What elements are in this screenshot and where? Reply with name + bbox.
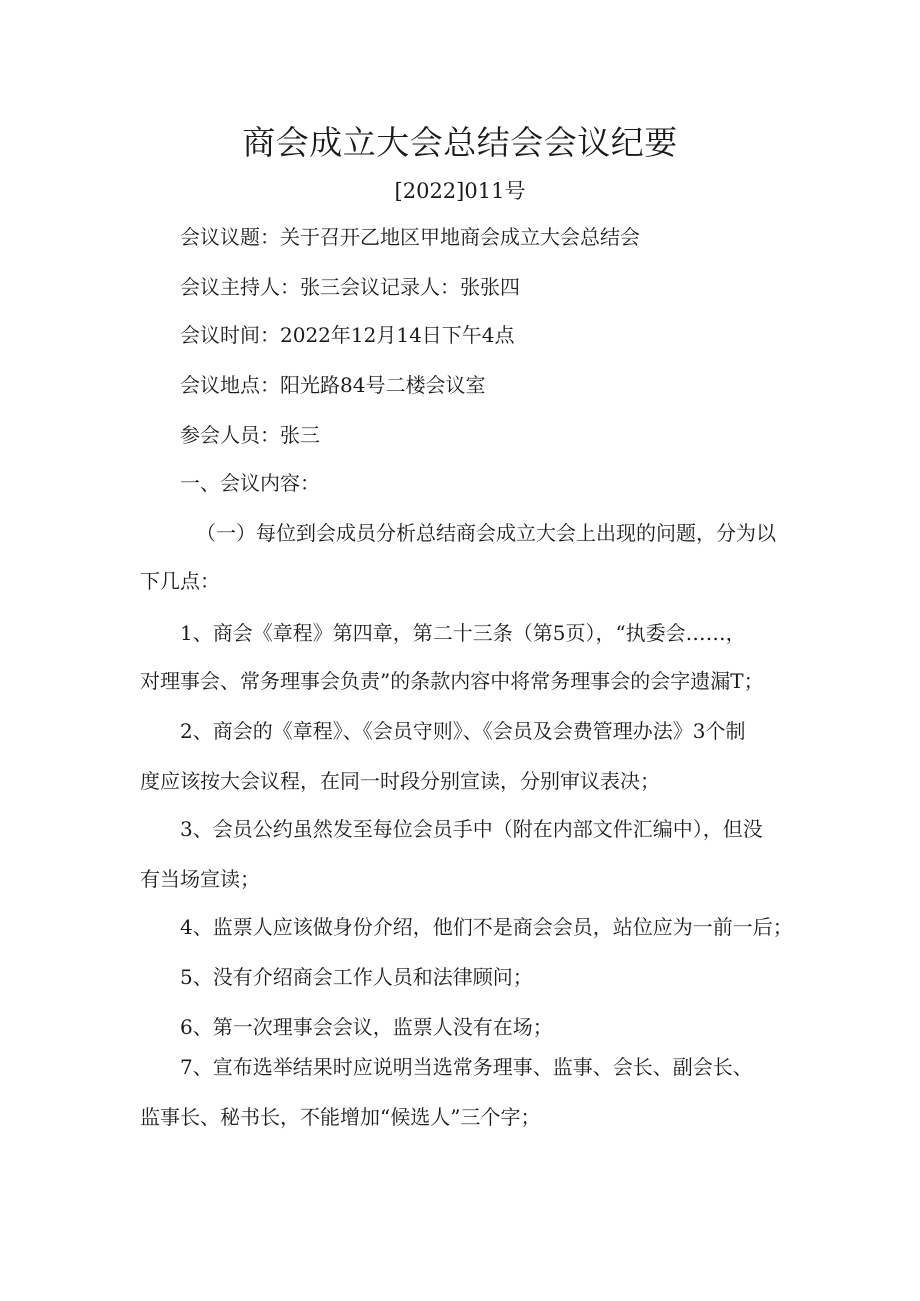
- list-item-2-line1: 2、商会的《章程》、《会员守则》、《会员及会费管理办法》3个制: [180, 719, 746, 743]
- subsection-heading-line2: 下几点：: [140, 569, 220, 593]
- list-item-7-line2: 监事长、秘书长，不能增加“候选人”三个字；: [140, 1105, 541, 1129]
- section-heading: 一、会议内容：: [180, 471, 320, 495]
- list-item-3-line1: 3、会员公约虽然发至每位会员手中（附在内部文件汇编中），但没: [180, 817, 763, 841]
- list-item-1-line2: 对理事会、常务理事会负责”的条款内容中将常务理事会的会字遗漏T；: [140, 669, 764, 693]
- list-item-1-line1: 1、商会《章程》第四章，第二十三条（第5页），“执委会……，: [180, 621, 746, 645]
- meeting-time: 会议时间：2022年12月14日下午4点: [180, 323, 515, 347]
- meeting-topic: 会议议题：关于召开乙地区甲地商会成立大会总结会: [180, 225, 640, 249]
- list-item-6: 6、第一次理事会会议，监票人没有在场；: [180, 1015, 553, 1039]
- page-title: 商会成立大会总结会会议纪要: [242, 123, 678, 162]
- list-item-3-line2: 有当场宣读；: [140, 867, 260, 891]
- meeting-location: 会议地点：阳光路84号二楼会议室: [180, 373, 486, 397]
- list-item-5: 5、没有介绍商会工作人员和法律顾问；: [180, 965, 533, 989]
- subsection-heading-line1: （一）每位到会成员分析总结商会成立大会上出现的问题，分为以: [196, 521, 776, 545]
- meeting-host-recorder: 会议主持人：张三会议记录人：张张四: [180, 275, 520, 299]
- list-item-7-line1: 7、宣布选举结果时应说明当选常务理事、监事、会长、副会长、: [180, 1055, 753, 1079]
- list-item-4: 4、监票人应该做身份介绍，他们不是商会会员，站位应为一前一后；: [180, 915, 793, 939]
- document-number: [2022]011号: [394, 179, 526, 203]
- list-item-2-line2: 度应该按大会议程，在同一时段分别宣读，分别审议表决；: [140, 769, 660, 793]
- meeting-attendees: 参会人员：张三: [180, 423, 320, 447]
